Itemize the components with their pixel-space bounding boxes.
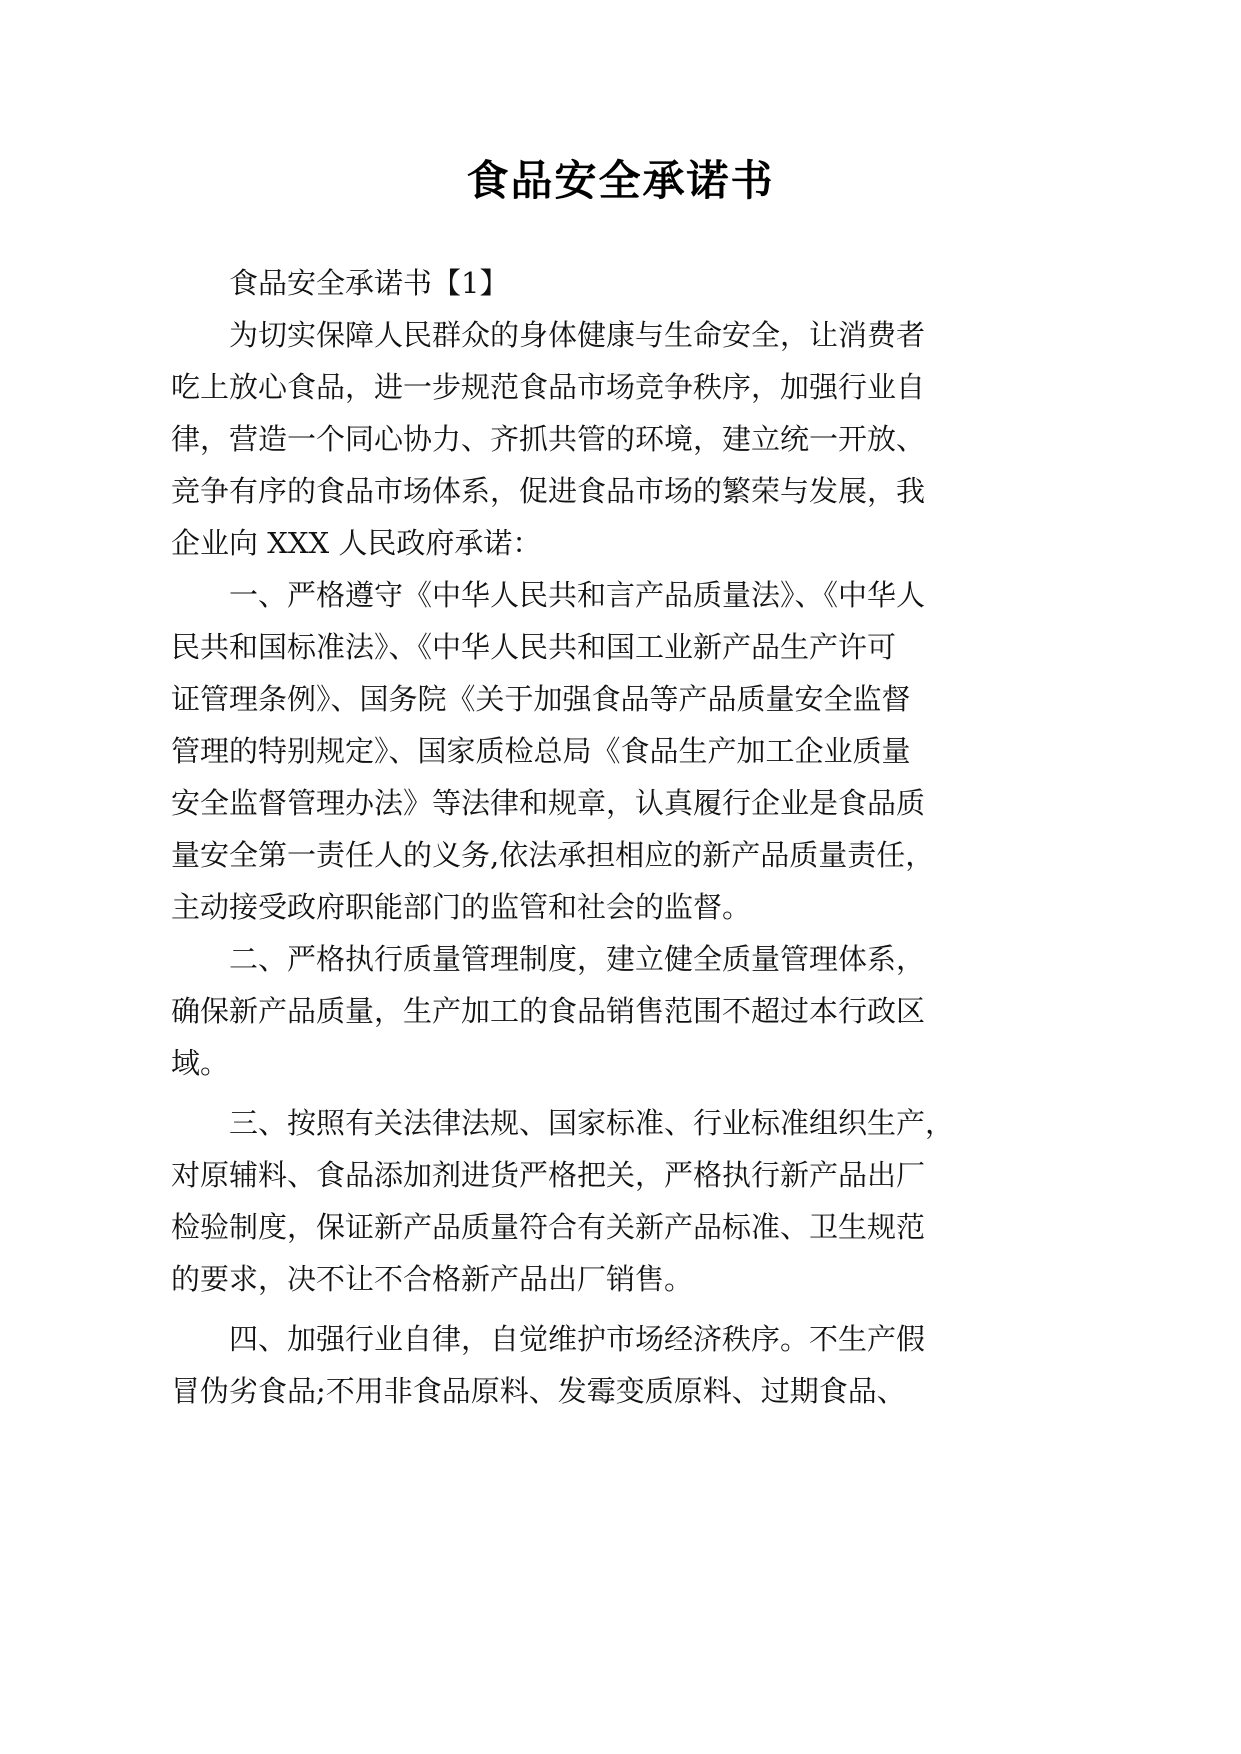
paragraph-line: 二、严格执行质量管理制度，建立健全质量管理体系，: [229, 942, 926, 976]
paragraph-line: 确保新产品质量，生产加工的食品销售范围不超过本行政区: [171, 994, 926, 1028]
paragraph-line: 管理的特别规定》、国家质检总局《食品生产加工企业质量: [171, 734, 911, 768]
paragraph-line: 证管理条例》、国务院《关于加强食品等产品质量安全监督: [171, 682, 911, 716]
paragraph-line: 企业向 XXX 人民政府承诺：: [171, 526, 542, 560]
paragraph-line: 四、加强行业自律，自觉维护市场经济秩序。不生产假: [229, 1322, 926, 1356]
section-heading: 食品安全承诺书【1】: [229, 266, 509, 300]
paragraph-line: 安全监督管理办法》等法律和规章，认真履行企业是食品质: [171, 786, 926, 820]
paragraph-line: 量安全第一责任人的义务,依法承担相应的新产品质量责任，: [171, 838, 935, 872]
paragraph-line: 一、严格遵守《中华人民共和言产品质量法》、《中华人: [229, 578, 926, 612]
paragraph-line: 主动接受政府职能部门的监管和社会的监督。: [171, 890, 752, 924]
paragraph-line: 律，营造一个同心协力、齐抓共管的环境，建立统一开放、: [171, 422, 926, 456]
paragraph-line: 对原辅料、食品添加剂进货严格把关，严格执行新产品出厂: [171, 1158, 926, 1192]
paragraph-line: 为切实保障人民群众的身体健康与生命安全，让消费者: [229, 318, 926, 352]
paragraph-line: 检验制度，保证新产品质量符合有关新产品标准、卫生规范: [171, 1210, 926, 1244]
paragraph-line: 竞争有序的食品市场体系，促进食品市场的繁荣与发展，我: [171, 474, 926, 508]
paragraph-line: 三、按照有关法律法规、国家标准、行业标准组织生产，: [229, 1106, 955, 1140]
paragraph-line: 吃上放心食品，进一步规范食品市场竞争秩序，加强行业自: [171, 370, 926, 404]
paragraph-line: 的要求，决不让不合格新产品出厂销售。: [171, 1262, 694, 1296]
paragraph-line: 域。: [171, 1046, 230, 1080]
paragraph-line: 民共和国标准法》、《中华人民共和国工业新产品生产许可: [171, 630, 897, 664]
document-title: 食品安全承诺书: [466, 156, 775, 205]
paragraph-line: 冒伪劣食品;不用非食品原料、发霉变质原料、过期食品、: [171, 1374, 906, 1408]
